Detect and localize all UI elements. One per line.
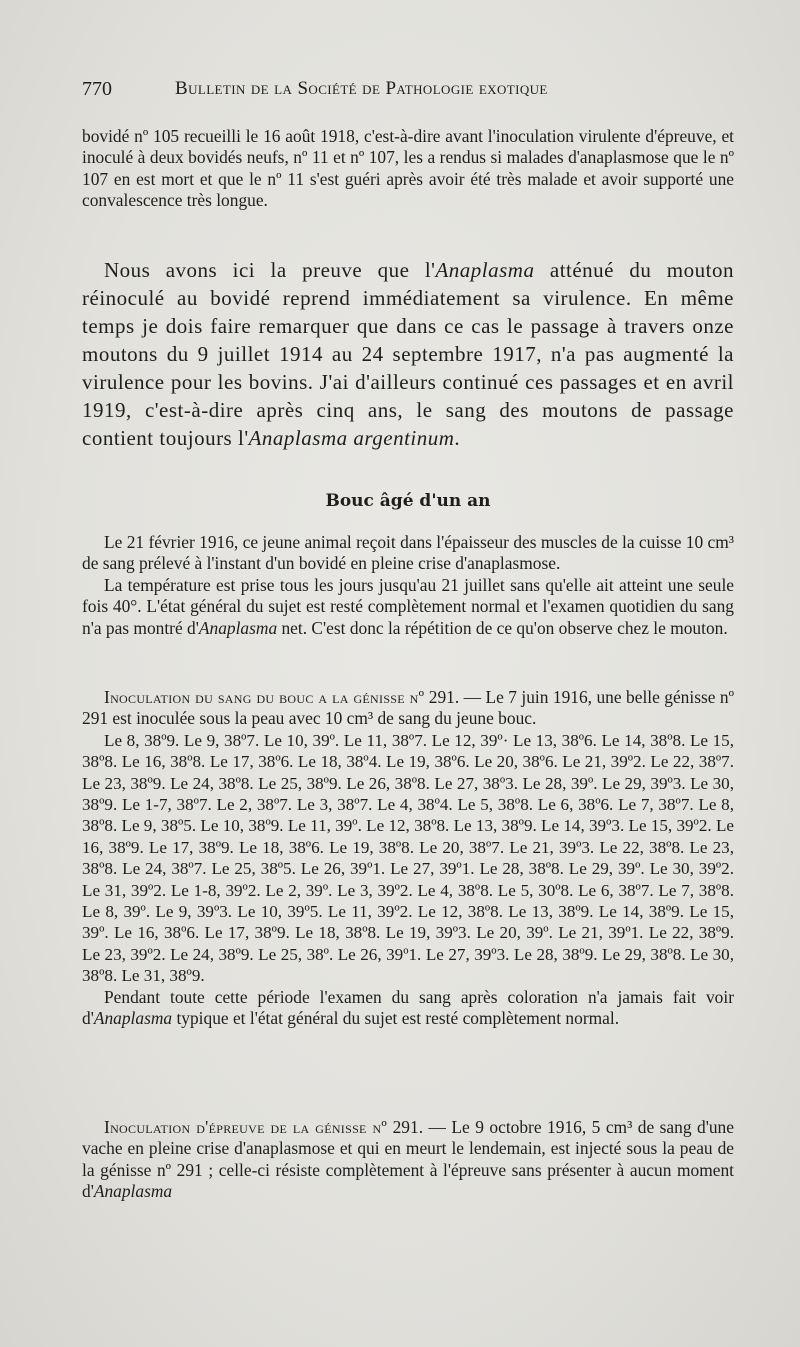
species-name: Anaplasma (93, 1181, 173, 1202)
text-run: atténué du mouton réinoculé au bovidé reprend immédiatement sa virulence. En même temps je dois faire remarquer que dans ce cas le passage à travers onze moutons du 9 juillet 1914 au 24 septembre 1917, n'a pas augmenté la virulence pour les bovins. J'ai d'ailleurs continué ces passages et en avril 1919, c'est-à-dire après cinq ans, le sang des moutons de passage contient toujours l' (82, 258, 734, 450)
bouc-paragraph-1: Le 21 février 1916, ce jeune animal reçoit dans l'épaisseur des muscles de la cuisse 10 cm³ de sang prélevé à l'instant d'un bovidé en pleine crise d'anaplasmose. (82, 532, 734, 574)
species-name: Anaplasma argentinum (248, 426, 455, 450)
inoculation-section (82, 687, 734, 1030)
bouc-section (82, 532, 734, 639)
inoculation-paragraph (82, 687, 734, 730)
temperature-record: Le 8, 38º9. Le 9, 38º7. Le 10, 39º. Le 11, 38º7. Le 12, 39º· Le 13, 38º6. Le 14, 38º8. Le 15, 38º8. Le 16, 38º8. Le 17, 38º6. Le 18, 38º4. Le 19, 38º6. Le 20, 38º6. Le 21, 39º2. Le 22, 38º7. Le 23, 38º9. Le 24, 38º8. Le 25, 38º9. Le 26, 38º8. Le 27, 38º3. Le 28, 39º. Le 29, 39º3. Le 30, 38º9. Le 1-7, 38º7. Le 2, 38º7. Le 3, 38º7. Le 4, 38º4. Le 5, 38º8. Le 6, 38º6. Le 7, 38º7. Le 8, 38º8. Le 9, 38º5. Le 10, 38º9. Le 11, 39º. Le 12, 38º8. Le 13, 38º9. Le 14, 39º3. Le 15, 39º2. Le 16, 38º9. Le 17, 38º9. Le 18, 38º6. Le 19, 38º8. Le 20, 38º7. Le 21, 39º3. Le 22, 38º8. Le 23, 38º8. Le 24, 38º7. Le 25, 38º5. Le 26, 39º1. Le 27, 39º1. Le 28, 38º8. Le 29, 39º. Le 30, 39º2. Le 31, 39º2. Le 1-8, 39º2. Le 2, 39º. Le 3, 39º2. Le 4, 38º8. Le 5, 30º8. Le 6, 38º7. Le 7, 38º8. Le 8, 39º. Le 9, 39º3. Le 10, 39º5. Le 11, 39º2. Le 12, 38º8. Le 13, 38º9. Le 14, 38º9. Le 15, 39º. Le 16, 38º6. Le 17, 38º9. Le 18, 38º8. Le 19, 39º3. Le 20, 39º. Le 21, 39º1. Le 22, 38º9. Le 23, 39º2. Le 24, 38º9. Le 25, 38º. Le 26, 39º1. Le 27, 39º3. Le 28, 38º9. Le 29, 38º8. Le 30, 38º8. Le 31, 38º9. (82, 730, 734, 986)
challenge-paragraph (82, 1117, 734, 1203)
running-header (82, 78, 742, 108)
text-run: . (454, 426, 461, 450)
text-run: La température est prise tous les jours jusqu'au 21 juillet sans qu'elle ait atteint une seule fois 40°. L'état général du sujet est resté complètement normal et l'examen quotidien du sang n'a pas montré d' (82, 574, 734, 638)
text-run: Nous avons ici la preuve que l' (104, 258, 436, 282)
species-name: Anaplasma (198, 617, 278, 638)
bouc-paragraph-2 (82, 575, 734, 639)
species-name: Anaplasma (435, 258, 535, 282)
text-run: typique et l'état général du sujet est resté complètement normal. (172, 1008, 620, 1029)
page-number: 770 (82, 78, 112, 100)
observation-paragraph (82, 987, 734, 1030)
running-title: Bulletin de la Société de Pathologie exotique (175, 78, 548, 99)
heifer-number: 291. (428, 687, 460, 707)
species-name: Anaplasma (93, 1008, 173, 1029)
heifer-number: 291. (392, 1117, 424, 1137)
section-heading: Bouc âgé d'un an (325, 491, 491, 511)
continued-paragraph: bovidé nº 105 recueilli le 16 août 1918, c'est-à-dire avant l'inoculation virulente d'épreuve, et inoculé à deux bovidés neufs, nº 11 et nº 107, les a rendus si malades d'anaplasmose que le nº 107 en est mort et que le nº 11 s'est guéri après avoir été très malade et avoir supporté une convalescence très longue. (82, 126, 734, 211)
inoculation-heading: Inoculation du sang du bouc a la génisse nº (104, 687, 425, 707)
text-run: — Le 7 juin 1916, une belle génisse nº 291 est inoculée sous la peau avec 10 cm³ de sang du jeune bouc. (82, 687, 734, 729)
text-run: net. C'est donc la répétition de ce qu'on observe chez le mouton. (277, 617, 728, 638)
text-run: Pendant toute cette période l'examen du sang après coloration n'a jamais fait voir d' (82, 986, 734, 1029)
challenge-heading: Inoculation d'épreuve de la génisse nº (104, 1117, 388, 1137)
main-paragraph (82, 256, 734, 452)
text-run: — Le 9 octobre 1916, 5 cm³ de sang d'une vache en pleine crise d'anaplasmose et qui en meurt le lendemain, est injecté sous la peau de la génisse nº 291 ; celle-ci résiste complètement à l'épreuve sans présenter à aucun moment d' (82, 1117, 734, 1202)
